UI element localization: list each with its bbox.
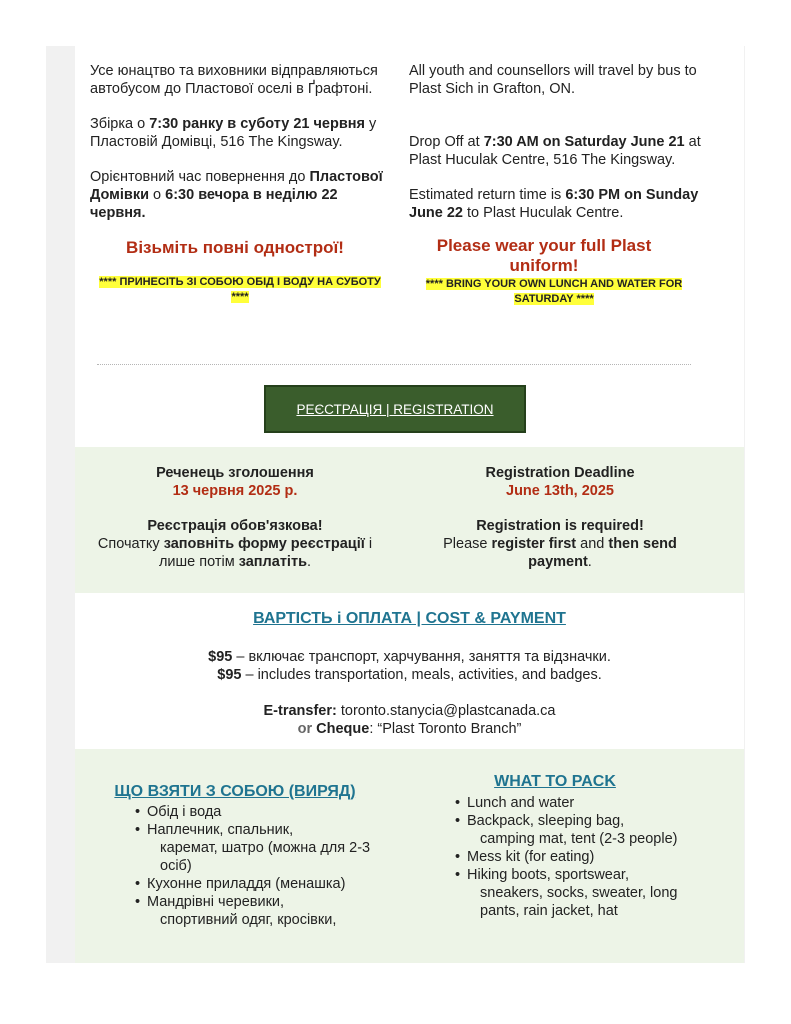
cheque-line: or Cheque: “Plast Toronto Branch”	[297, 721, 522, 737]
registration-deadline-section	[75, 447, 744, 593]
uk-pack-list	[135, 803, 395, 929]
en-pack-item	[455, 812, 685, 848]
uk-pack-heading[interactable]: ЩО ВЗЯТИ З СОБОЮ (ВИРЯД)	[114, 783, 356, 800]
en-pack-list	[455, 794, 685, 920]
uk-pack-item-continuation: спортивний одяг, кросівки,	[160, 912, 337, 928]
en-deadline-title: Registration Deadline	[485, 465, 635, 481]
en-pack-item	[455, 866, 685, 920]
en-pack-item-continuation: sneakers, socks, sweater, long pants, rain jacket, hat	[480, 885, 678, 919]
en-pack-item	[455, 848, 685, 866]
what-to-pack-section	[75, 749, 744, 963]
en-pack-item-continuation: camping mat, tent (2-3 people)	[480, 831, 678, 847]
registration-en-column	[410, 464, 710, 571]
uk-pack-item-text: Обід і вода	[147, 804, 222, 820]
cost-heading[interactable]: ВАРТІСТЬ і ОПЛАТА | COST & PAYMENT	[253, 610, 566, 627]
uk-price-line: $95 – включає транспорт, харчування, заняття та відзначки.	[208, 649, 611, 665]
uk-uniform-reminder: Візьміть повні однострої!	[126, 238, 344, 257]
en-price-line: $95 – includes transportation, meals, activities, and badges.	[217, 667, 602, 683]
uk-deadline-date: 13 червня 2025 р.	[172, 483, 298, 499]
en-required-text: Registration is required!	[476, 518, 644, 534]
registration-button[interactable]: РЕЄСТРАЦІЯ | REGISTRATION	[264, 385, 526, 433]
travel-info-en-column	[409, 62, 709, 306]
en-register-first-text: Please register first and then send payment.	[443, 536, 677, 570]
uk-pack-item	[135, 875, 395, 893]
etransfer-line: E-transfer: toronto.stanycia@plastcanada.ca	[263, 703, 556, 719]
uk-required-text: Реєстрація обов'язкова!	[147, 518, 323, 534]
en-pack-item-text: Mess kit (for eating)	[467, 849, 595, 865]
uk-meet-text: Збірка о 7:30 ранку в суботу 21 червня у Пластовій Домівці, 516 The Kingsway.	[90, 116, 377, 150]
en-pack-item-text: Lunch and water	[467, 795, 575, 811]
en-pack-heading[interactable]: WHAT TO PACK	[494, 773, 616, 790]
uk-pack-item-text: Мандрівні черевики,	[147, 894, 285, 910]
uk-pack-heading-wrap	[75, 783, 395, 801]
en-pack-heading-wrap	[410, 773, 700, 791]
cost-payment-section	[75, 593, 744, 749]
en-pack-item	[455, 794, 685, 812]
uk-pack-item-text: Наплечник, спальник,	[147, 822, 294, 838]
en-dropoff-text: Drop Off at 7:30 AM on Saturday June 21 at Plast Huculak Centre, 516 The Kingsway.	[409, 134, 701, 168]
uk-pack-item	[135, 821, 395, 875]
en-deadline-date: June 13th, 2025	[506, 483, 614, 499]
registration-uk-column	[75, 464, 395, 571]
uk-pack-item-continuation: каремат, шатро (можна для 2-3 осіб)	[160, 840, 371, 874]
en-pack-item-text: Backpack, sleeping bag,	[467, 813, 625, 829]
uk-register-first-text: Спочатку заповніть форму реєстрації і лише потім заплатіть.	[97, 536, 373, 570]
uk-pack-item	[135, 893, 395, 929]
section-divider	[97, 364, 691, 365]
cost-heading-wrap	[75, 610, 744, 628]
travel-info-uk-column	[90, 62, 390, 304]
uk-return-text: Орієнтовний час повернення до Пластової Домівки о 6:30 вечора в неділю 22 червня.	[90, 169, 383, 221]
en-bus-text: All youth and counsellors will travel by bus to Plast Sich in Grafton, ON.	[409, 63, 697, 97]
en-uniform-reminder: Please wear your full Plast uniform!	[436, 236, 652, 275]
en-return-text: Estimated return time is 6:30 PM on Sunday June 22 to Plast Huculak Centre.	[409, 187, 699, 221]
uk-bus-text: Усе юнацтво та виховники відправляються автобусом до Пластової оселі в Ґрафтоні.	[90, 63, 378, 97]
cost-details	[75, 648, 744, 738]
uk-pack-item-text: Кухонне приладдя (менашка)	[147, 876, 346, 892]
en-lunch-note: **** BRING YOUR OWN LUNCH AND WATER FOR SATURDAY ****	[425, 278, 683, 305]
uk-pack-item	[135, 803, 395, 821]
uk-lunch-note: **** ПРИНЕСІТЬ ЗІ СОБОЮ ОБІД І ВОДУ НА СУБОТУ ****	[99, 276, 381, 303]
uk-deadline-title: Реченець зголошення	[156, 465, 314, 481]
en-pack-item-text: Hiking boots, sportswear,	[467, 867, 629, 883]
